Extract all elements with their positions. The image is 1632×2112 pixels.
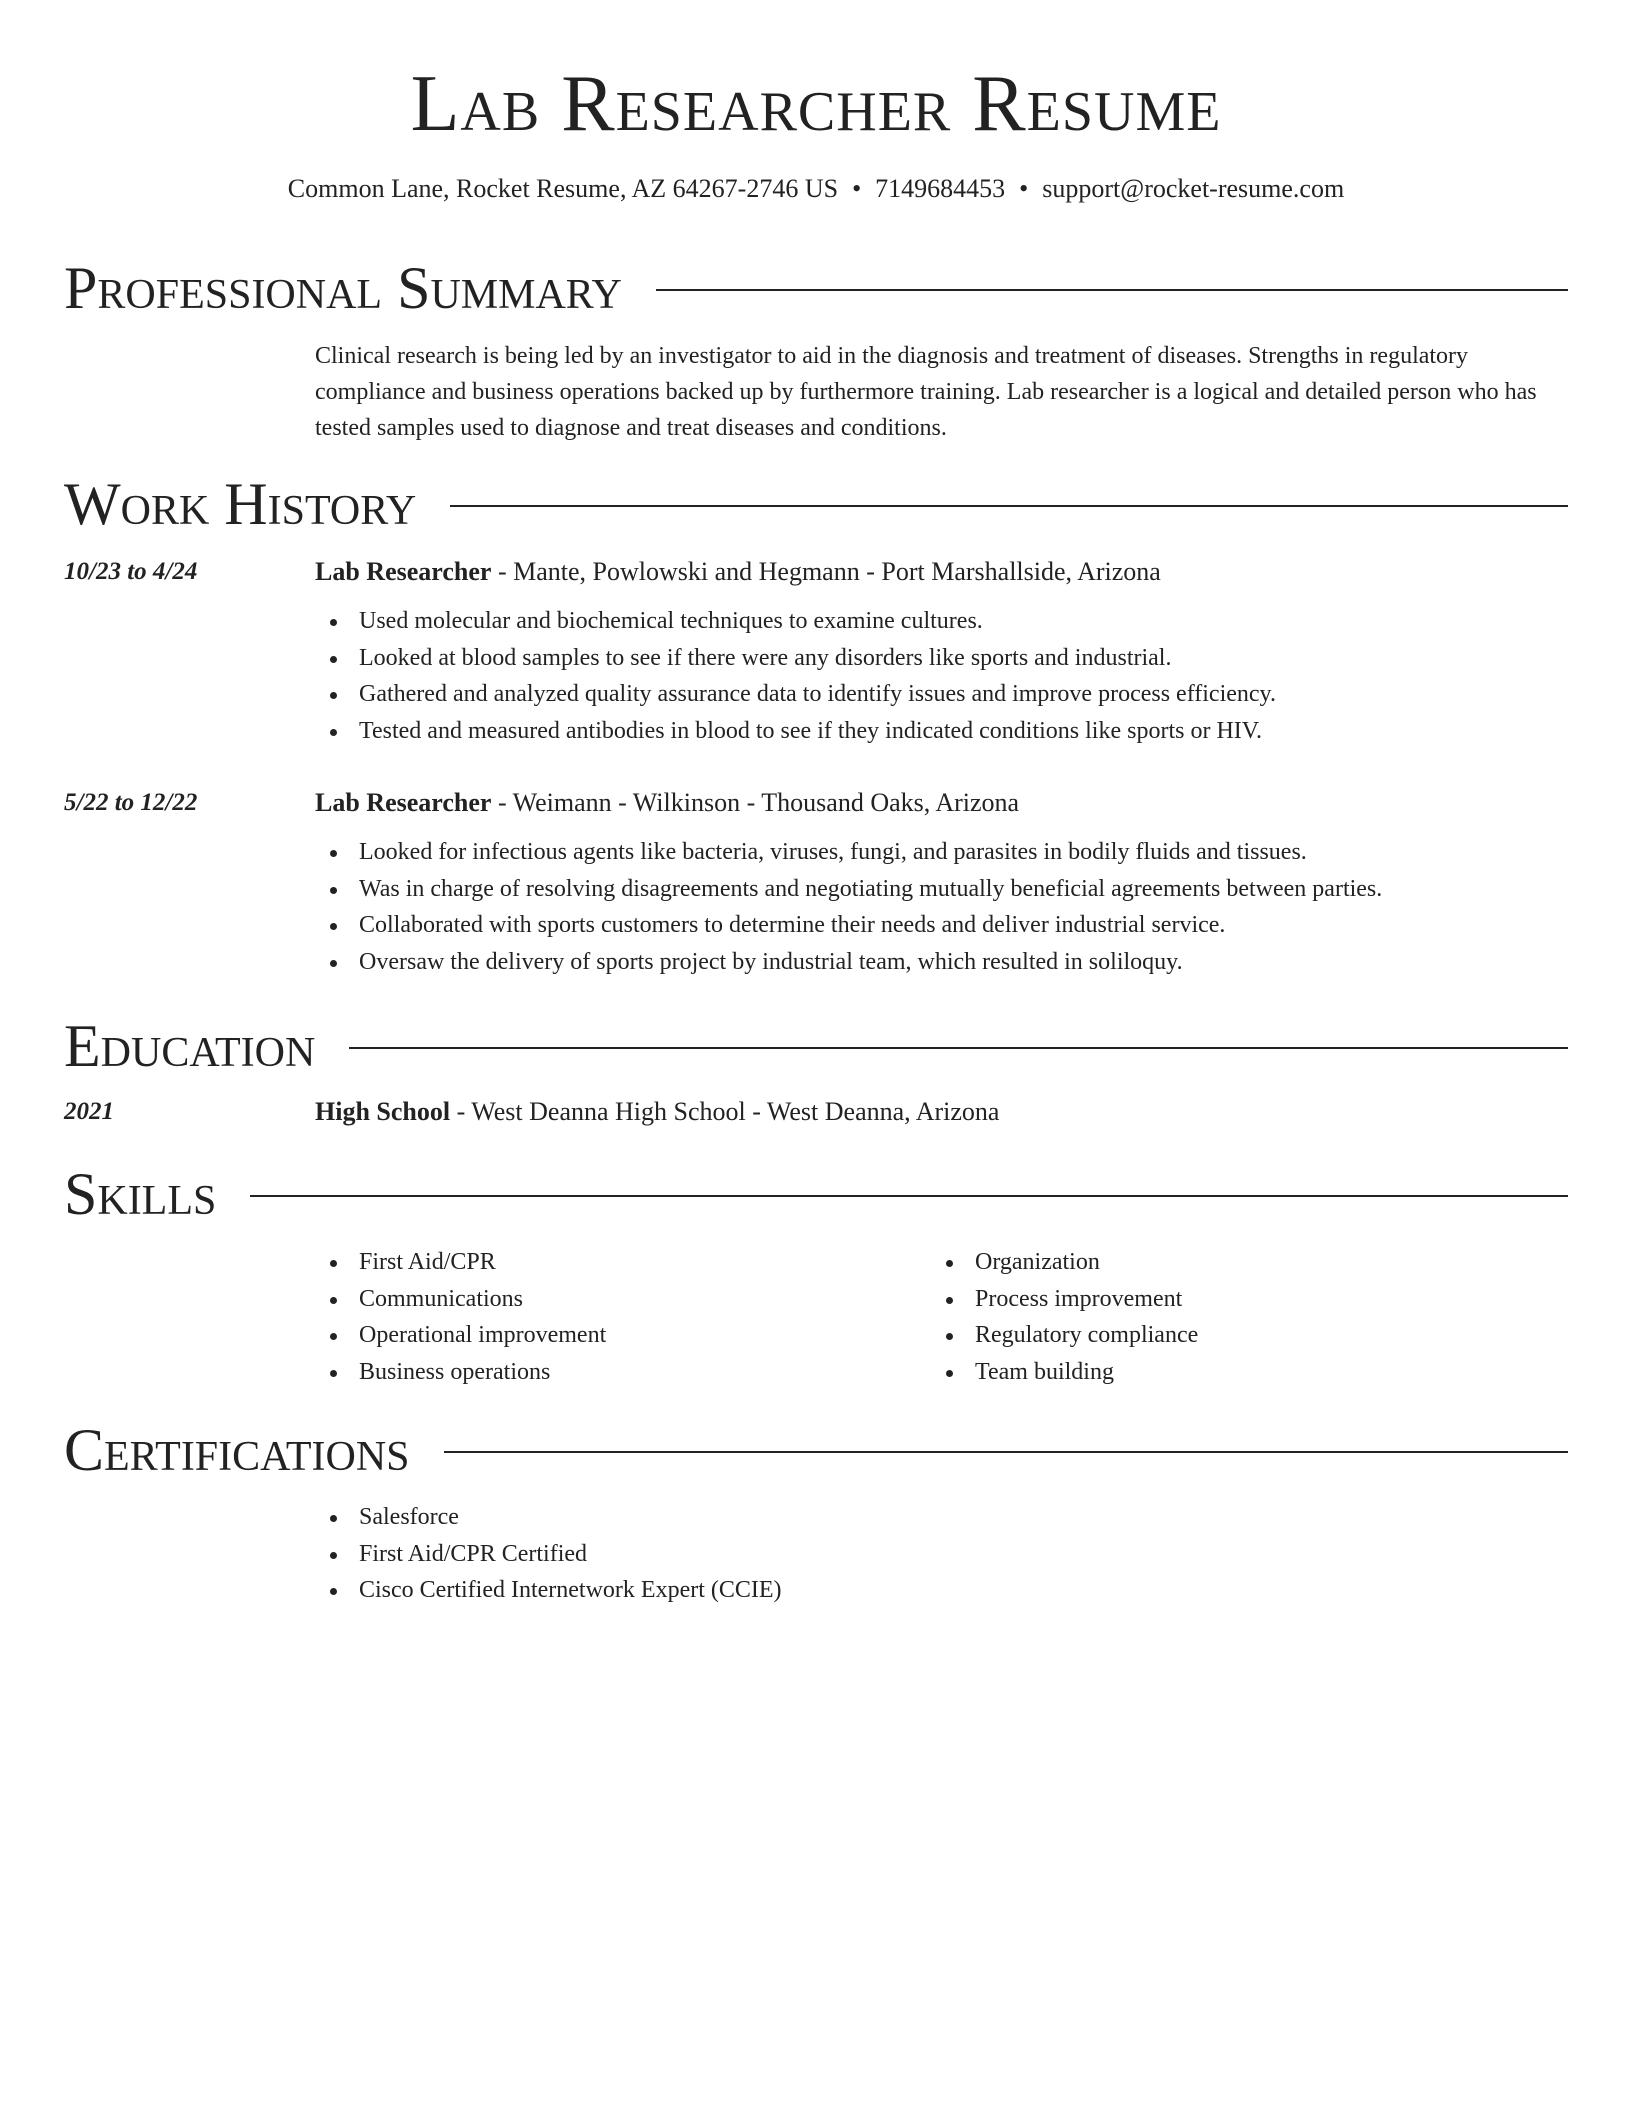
skill-item: Business operations	[315, 1354, 606, 1391]
section-divider	[444, 1451, 1568, 1453]
section-divider	[656, 289, 1568, 291]
section-header-education	[64, 1010, 1568, 1082]
skill-item: Organization	[931, 1244, 1198, 1281]
list-item: Looked at blood samples to see if there were any disorders like sports and industrial.	[315, 640, 1276, 677]
section-divider	[250, 1195, 1568, 1197]
skills-list-right	[931, 1244, 1198, 1391]
job-details: - Mante, Powlowski and Hegmann - Port Marshallside, Arizona	[491, 557, 1161, 586]
job-title: Lab Researcher	[315, 788, 492, 817]
contact-separator: •	[852, 174, 862, 203]
section-title: Education	[64, 1013, 316, 1079]
section-title: Work History	[64, 471, 417, 537]
certification-item: Cisco Certified Internetwork Expert (CCIE)	[315, 1572, 782, 1609]
certification-item: First Aid/CPR Certified	[315, 1536, 782, 1573]
job-bullets	[315, 603, 1276, 750]
section-header-skills	[64, 1158, 1568, 1230]
section-header-summary	[64, 252, 1568, 324]
education-heading	[315, 1092, 999, 1132]
list-item: Was in charge of resolving disagreements and negotiating mutually beneficial agreements between parties.	[315, 871, 1382, 908]
skill-item: First Aid/CPR	[315, 1244, 606, 1281]
job-bullets	[315, 834, 1382, 981]
contact-separator: •	[1019, 174, 1029, 203]
job-title: Lab Researcher	[315, 557, 492, 586]
section-header-certifications	[64, 1414, 1568, 1486]
skill-item: Operational improvement	[315, 1317, 606, 1354]
list-item: Gathered and analyzed quality assurance data to identify issues and improve process efficiency.	[315, 676, 1276, 713]
job-entry	[64, 552, 1568, 592]
email: support@rocket-resume.com	[1042, 174, 1345, 203]
certifications-list	[315, 1499, 782, 1609]
job-details: - Weimann - Wilkinson - Thousand Oaks, Arizona	[491, 788, 1020, 817]
address: Common Lane, Rocket Resume, AZ 64267-2746 US	[287, 174, 839, 203]
contact-line	[0, 172, 1632, 206]
job-heading	[315, 552, 1161, 592]
section-title: Professional Summary	[64, 255, 622, 321]
resume-title: Lab Researcher Resume	[410, 60, 1222, 148]
certification-item: Salesforce	[315, 1499, 782, 1536]
job-heading	[315, 783, 1019, 823]
summary-text: Clinical research is being led by an investigator to aid in the diagnosis and treatment of diseases. Strengths in regulatory compliance and business operations backed up by furthermore training. Lab researcher is a logical and detailed person who has tested samples used to diagnose and treat diseases and conditions.	[315, 343, 1537, 441]
skill-item: Team building	[931, 1354, 1198, 1391]
section-divider	[349, 1047, 1568, 1049]
job-dates: 10/23 to 4/24	[64, 558, 198, 585]
list-item: Looked for infectious agents like bacteria, viruses, fungi, and parasites in bodily fluids and tissues.	[315, 834, 1382, 871]
section-title: Skills	[64, 1161, 217, 1227]
skill-item: Regulatory compliance	[931, 1317, 1198, 1354]
phone: 7149684453	[875, 174, 1006, 203]
skills-list-left	[315, 1244, 606, 1391]
section-divider	[450, 505, 1568, 507]
list-item: Collaborated with sports customers to determine their needs and deliver industrial service.	[315, 907, 1382, 944]
list-item: Used molecular and biochemical techniques to examine cultures.	[315, 603, 1276, 640]
job-entry	[64, 783, 1568, 823]
education-details: - West Deanna High School - West Deanna, Arizona	[450, 1097, 1000, 1126]
section-title: Certifications	[64, 1417, 410, 1483]
education-degree: High School	[315, 1097, 451, 1126]
list-item: Oversaw the delivery of sports project by industrial team, which resulted in soliloquy.	[315, 944, 1382, 981]
skill-item: Communications	[315, 1281, 606, 1318]
job-dates: 5/22 to 12/22	[64, 789, 198, 816]
education-entry	[64, 1092, 1568, 1132]
skill-item: Process improvement	[931, 1281, 1198, 1318]
list-item: Tested and measured antibodies in blood to see if they indicated conditions like sports or HIV.	[315, 713, 1276, 750]
education-year: 2021	[64, 1098, 114, 1125]
section-header-work-history	[64, 468, 1568, 540]
